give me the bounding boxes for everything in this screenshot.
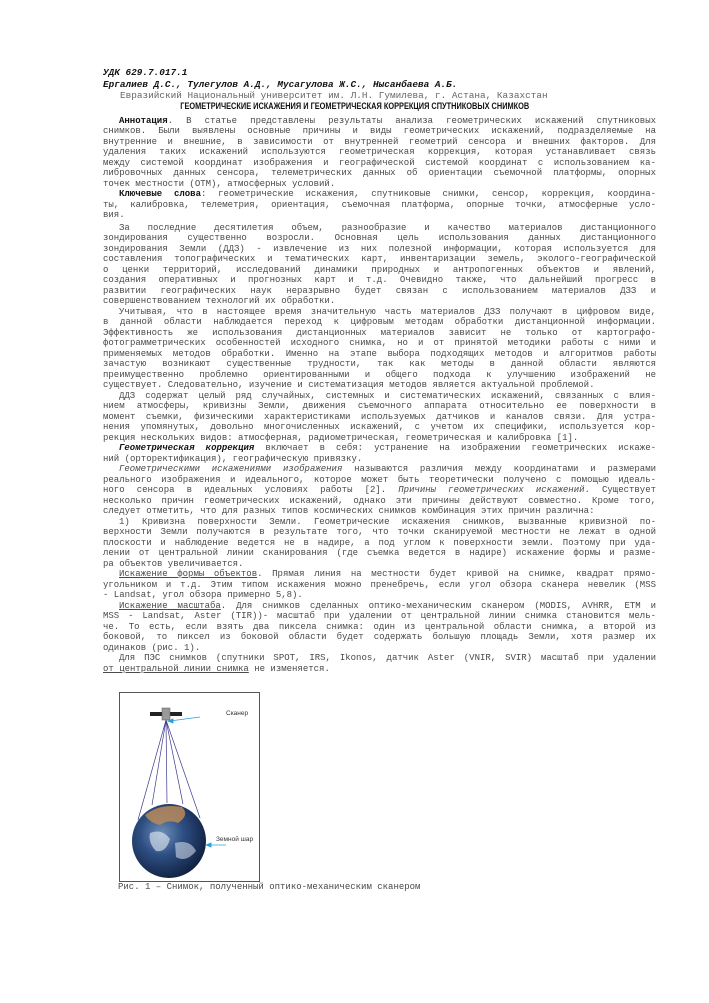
text-line: - Landsat, угол обзора примерно 5,8). xyxy=(103,590,303,600)
paragraph-intro-1 xyxy=(103,223,656,307)
text-line: внутренние и внешние, в зависимости от внутренней геометрий сенсора и внешних факторов. Для xyxy=(103,136,656,147)
text-line: Искажение масштаба. Для снимков сделанных оптико-механическим сканером (MODIS, AVHRR, ETM и xyxy=(119,600,657,611)
text-line: преимущественно проблемно ориентированными и общего подхода к улучшению изображений не xyxy=(103,369,656,380)
text-line: плоскости и наблюдение ведется не в надире, а под углом к поверхности земли. Поэтому при уда- xyxy=(103,537,656,548)
paragraph-abstract xyxy=(103,116,656,190)
text-line: от центральной линии снимка не изменяется. xyxy=(103,663,330,674)
text-line: точек местности (ОТМ), атмосферных условий. xyxy=(103,178,336,189)
text-line: между системой координат изображения и географической системой координат с использованием ка- xyxy=(103,157,656,168)
text-line: нения упомянутых, довольно многочисленных искажений, с учетом их специфики, используется кор- xyxy=(103,422,656,432)
text-line: ного сенсора в идеальных условиях работы [2]. Причины геометрических искажений. Существует xyxy=(103,485,657,495)
text-line: Геометрическими искажениями изображения называются различия между координатами и размерами xyxy=(119,464,656,474)
text-line: зондирования Земли (ДДЗ) - извлечение из них полезной информации, которая используется для xyxy=(103,243,656,254)
text-line: Эффективность же использования дистанционных материалов зависит не только от картографо- xyxy=(103,327,656,338)
bold-term: Аннотация xyxy=(119,115,168,126)
text-line: Для ПЭС снимков (спутники SPOT, IRS, Ikonos, датчик Aster (VNIR, SVIR) масштаб при удалении xyxy=(119,653,656,663)
text-line: момент съемки, физическими характеристиками используемых датчиков и каналов связи. Для устра- xyxy=(103,411,656,422)
authors: Ергалиев Д.С., Тулегулов А.Д., Мусагулова Ж.С., Нысанбаева А.Б. xyxy=(103,78,458,90)
text-line: совершенствованием технологий их обработки. xyxy=(103,296,336,306)
paragraph-earth-curvature xyxy=(103,517,656,570)
text-line: Геометрическая коррекция включает в себя: устранение на изображении геометрических искаже- xyxy=(119,443,656,453)
italic-term: Причины геометрических искажений xyxy=(398,485,585,495)
text-line: зачастую возникают существенные трудности, так как методы в данной области являются xyxy=(103,359,656,369)
satellite-icon xyxy=(150,708,182,720)
text-line: Аннотация. В статье представлены результаты анализа геометрических искажений спутниковых xyxy=(119,115,656,126)
text-line: угольником и т.д. Этим типом искажения можно пренебречь, если угол обзора сканера невелик (MSS xyxy=(103,579,656,590)
text-line: Учитывая, что в настоящее время значительную часть материалов ДЗЗ получают в цифровом виде, xyxy=(119,306,656,317)
text-line: составления топографических и тематических карт, инвентаризации земель, эколого-географической xyxy=(103,254,656,264)
text-line: реального изображения и идеального, которое может быть теоретически получено с помощью идеаль- xyxy=(103,474,656,485)
text-line: развитии географических наук неразрывно будет связан с использованием материалов ДЗЗ и xyxy=(103,285,656,296)
text-line: применяемых методов обработки. Именно на этапе выбора подходящих методов и алгоритмов работы xyxy=(103,348,656,359)
article-title xyxy=(0,101,709,112)
text-line: че. То есть, если взять два пиксела снимка: один из центральной области снимка, а второй из xyxy=(103,621,656,632)
paragraph-distortions xyxy=(103,391,656,444)
text-line: удаления таких искажений используются геометрическая коррекция, которая устанавливает связь xyxy=(103,147,656,157)
underlined-term: от центральной линии снимка xyxy=(103,663,249,674)
text-line: о ценки территорий, исследований динамики природных и антропогенных объектов и явлений, xyxy=(103,264,656,275)
bold-term: Ключевые слова xyxy=(119,189,201,199)
udk-code: УДК 629.7.017.1 xyxy=(103,67,188,78)
text-line: либровочных данных сенсора, телеметрических данных об ориентации съемочной платформы, опорных xyxy=(103,168,656,178)
text-line: несколько причин геометрических искажений, однако эти причины действуют совместно. Кроме того, xyxy=(103,495,656,506)
scanner-earth-illustration xyxy=(120,693,259,881)
underlined-term: Искажение формы объектов xyxy=(119,569,258,579)
label-earth: Земной шар xyxy=(216,836,254,843)
article-title-text: ГЕОМЕТРИЧЕСКИЕ ИСКАЖЕНИЯ И ГЕОМЕТРИЧЕСКАЯ КОРРЕКЦИЯ СПУТНИКОВЫХ СНИМКОВ xyxy=(180,101,529,111)
underlined-term: Искажение масштаба xyxy=(119,600,221,611)
text-line: вия. xyxy=(103,210,125,220)
paragraph-scale-distortion xyxy=(103,601,656,654)
text-line: 1) Кривизна поверхности Земли. Геометрические искажения снимков, вызванные кривизной по- xyxy=(119,516,656,527)
figure-scanner-diagram xyxy=(119,692,260,882)
paragraph-keywords xyxy=(103,189,656,221)
italic-term: Геометрическими искажениями изображения xyxy=(119,464,343,474)
paragraph-geometric-distortions xyxy=(103,464,656,517)
text-line: создания оперативных и прогнозных карт и т.д. Очевидно также, что дальнейший прогресс в xyxy=(103,275,656,285)
text-line: ра объектов увеличивается. xyxy=(103,558,244,569)
bold-italic-term: Геометрическая коррекция xyxy=(119,443,255,453)
paragraph-pes-images xyxy=(103,653,656,674)
text-line: одинаков (рис. 1). xyxy=(103,642,201,653)
paragraph-geometric-correction xyxy=(103,443,656,464)
text-line: ты, калибровка, телеметрия, ориентация, съемочная платформа, опорные точки, атмосферные усло- xyxy=(103,199,656,210)
text-line: снимков. Были выявлены основные причины и виды геометрических искажений, подразделяемые на xyxy=(103,126,656,136)
text-line: в данной области наблюдается переход к цифровым методам обработки дистанционной информации. xyxy=(103,317,656,327)
text-line: существует. Следовательно, изучение и систематизация методов является актуальной проблемой. xyxy=(103,380,595,390)
text-line: ний (орторектификация), географическую привязку. xyxy=(103,453,363,464)
text-line: нием атмосферы, кривизны Земли, движения съемочного аппарата относительно ее поверхности в xyxy=(103,401,656,411)
paragraph-intro-2 xyxy=(103,307,656,391)
affiliation: Евразийский Национальный университет им. Л.Н. Гумилева, г. Астана, Казахстан xyxy=(120,90,548,101)
text-line: лении от центральной линии сканирования (где съемка ведется в надире) искажение формы и разме- xyxy=(103,548,656,558)
text-line: За последние десятилетия объем, разнообразие и качество материалов дистанционного xyxy=(119,222,656,233)
paragraph-shape-distortion xyxy=(103,569,656,601)
text-line: MSS - Landsat, Aster (TIR))- масштаб при удалении от центральной линии снимка становится мель- xyxy=(103,611,656,621)
text-line: следует отметить, что для разных типов космических снимков комбинация этих причин различна: xyxy=(103,506,595,516)
text-line: зондирования существенно возросли. Основная цель использования данных дистанционного xyxy=(103,233,656,243)
text-line: Ключевые слова: геометрические искажения, спутниковые снимки, сенсор, коррекция, координа- xyxy=(119,189,656,199)
text-line: Искажение формы объектов. Прямая линия на местности будет кривой на снимке, квадрат прямо- xyxy=(119,569,656,579)
figure-caption: Рис. 1 – Снимок, полученный оптико-механическим сканером xyxy=(118,882,421,892)
text-line: боковой, то пиксел из боковой области будет содержать большую площадь Земли, хотя размер их xyxy=(103,632,656,642)
label-scanner: Сканер xyxy=(226,710,249,717)
article-body xyxy=(103,116,656,675)
text-line: фотограмметрических особенностей исходного снимка, но и от принятой методики работы с ними и xyxy=(103,338,656,348)
text-line: ДДЗ содержат целый ряд случайных, системных и систематических искажений, связанных с влия- xyxy=(119,390,656,401)
text-line: рекция нескольких видов: атмосферная, радиометрическая, геометрическая и калибровка [1]. xyxy=(103,432,579,443)
text-line: верхности Земли получаются в результате того, что точки сканируемой местности не лежат в одной xyxy=(103,527,656,537)
